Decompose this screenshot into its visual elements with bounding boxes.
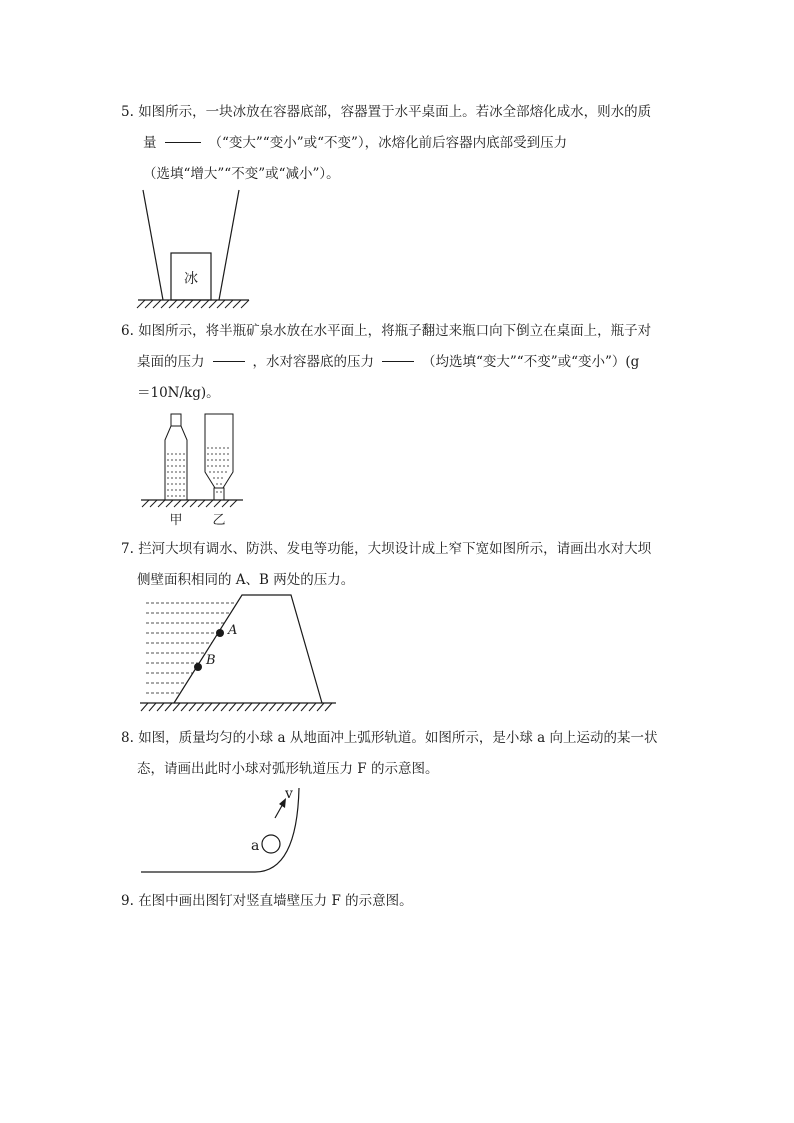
q6-line-2: [121, 347, 676, 378]
q6-text-2c: （均选填“变大”“不变”或“变小”）(g: [422, 354, 640, 370]
q6-inverted-bottle: [205, 414, 233, 500]
q7-line-1: [121, 534, 676, 565]
q5-container-left-wall: [143, 190, 163, 300]
q6-line-1: [121, 316, 676, 347]
q7-point-a-dot: [216, 629, 224, 637]
q8-text-1: 如图，质量均匀的小球 a 从地面冲上弧形轨道。如图所示，是小球 a 向上运动的某一状: [138, 730, 658, 746]
q8-text-2: 态，请画出此时小球对弧形轨道压力 F 的示意图。: [137, 761, 439, 777]
q5-line-1: [121, 97, 676, 128]
question-9: [121, 886, 676, 917]
q5-number: 5.: [121, 104, 134, 120]
q5-text-1: 如图所示，一块冰放在容器底部，容器置于水平桌面上。若冰全部熔化成水，则水的质: [138, 104, 652, 120]
q6-text-2b: ，水对容器底的压力: [252, 354, 374, 370]
q9-text-1: 在图中画出图钉对竖直墙壁压力 F 的示意图。: [138, 893, 413, 909]
q6-ground-hatch: [142, 500, 237, 507]
q7-text-2: 侧壁面积相同的 A、B 两处的压力。: [137, 572, 355, 588]
q5-ice-label: 冰: [184, 271, 198, 287]
q6-text-3: ＝10N/kg)。: [137, 385, 220, 401]
question-5: [121, 97, 676, 190]
q8-number: 8.: [121, 730, 134, 746]
q6-text-1: 如图所示，将半瓶矿泉水放在水平面上，将瓶子翻过来瓶口向下倒立在桌面上，瓶子对: [138, 323, 652, 339]
q8-arc-track: [141, 788, 299, 872]
question-6: [121, 316, 676, 409]
q5-container-right-wall: [219, 190, 239, 300]
q5-text-3: （选填“增大”“不变”或“减小”）。: [143, 166, 340, 182]
q7-dam-figure: [136, 591, 340, 718]
q5-text-2a: 量: [143, 135, 157, 151]
q7-point-b-dot: [194, 663, 202, 671]
q6-bottles-figure: [137, 410, 247, 530]
q5-line-3: [121, 159, 676, 190]
q7-number: 7.: [121, 541, 134, 557]
q5-text-2b: （“变大”“变小”或“不变”），冰熔化前后容器内底部受到压力: [208, 135, 568, 151]
q7-point-a-label: A: [228, 623, 238, 638]
q7-point-b-label: B: [206, 653, 216, 668]
q8-line-2: [121, 754, 676, 785]
q9-number: 9.: [121, 893, 134, 909]
q6-text-2a: 桌面的压力: [137, 354, 205, 370]
q8-ball-label: a: [251, 838, 260, 854]
q7-ground-hatch: [141, 703, 332, 711]
q9-line-1: [121, 886, 676, 917]
q8-velocity-label: v: [285, 786, 293, 802]
q6-label-jia: 甲: [169, 513, 183, 528]
q6-upright-bottle: [165, 414, 187, 500]
q7-dam-body: [174, 595, 322, 703]
q5-container-figure: [135, 188, 255, 312]
q5-ground-hatch: [137, 300, 249, 308]
q6-answer-blank-1[interactable]: [213, 360, 245, 362]
question-8: [121, 723, 676, 785]
q6-answer-blank-2[interactable]: [382, 360, 414, 362]
question-7: [121, 534, 676, 596]
q5-line-2: [121, 128, 676, 159]
q5-answer-blank-1[interactable]: [165, 141, 201, 143]
q6-number: 6.: [121, 323, 134, 339]
q8-track-figure: [137, 784, 307, 880]
q7-text-1: 拦河大坝有调水、防洪、发电等功能，大坝设计成上窄下宽如图所示，请画出水对大坝: [138, 541, 652, 557]
q6-line-3: [121, 378, 676, 409]
q8-ball: [262, 835, 280, 853]
q8-line-1: [121, 723, 676, 754]
q6-label-yi: 乙: [212, 513, 226, 528]
